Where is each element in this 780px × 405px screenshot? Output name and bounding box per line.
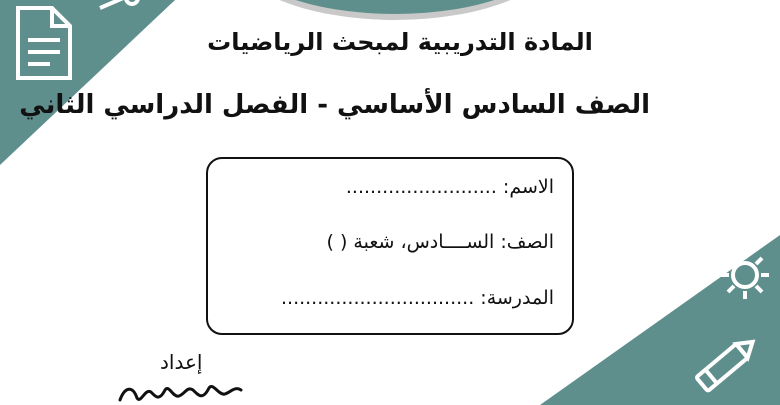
top-left-corner-decoration — [0, 0, 175, 165]
class-field: الصف: الســــادس، شعبة ( ) — [326, 231, 554, 253]
prepared-by-label: إعداد — [160, 350, 203, 374]
student-info-box — [206, 157, 574, 335]
document-title: المادة التدريبية لمبحث الرياضيات — [207, 28, 593, 56]
author-signature — [115, 378, 245, 405]
bottom-right-corner-decoration — [540, 235, 780, 405]
header-arc-decoration — [230, 0, 560, 20]
school-field: المدرسة: ................................ — [280, 287, 554, 309]
document-subtitle: الصف السادس الأساسي - الفصل الدراسي الثاني — [19, 90, 650, 120]
name-field: الاسم: ......................... — [345, 176, 554, 198]
